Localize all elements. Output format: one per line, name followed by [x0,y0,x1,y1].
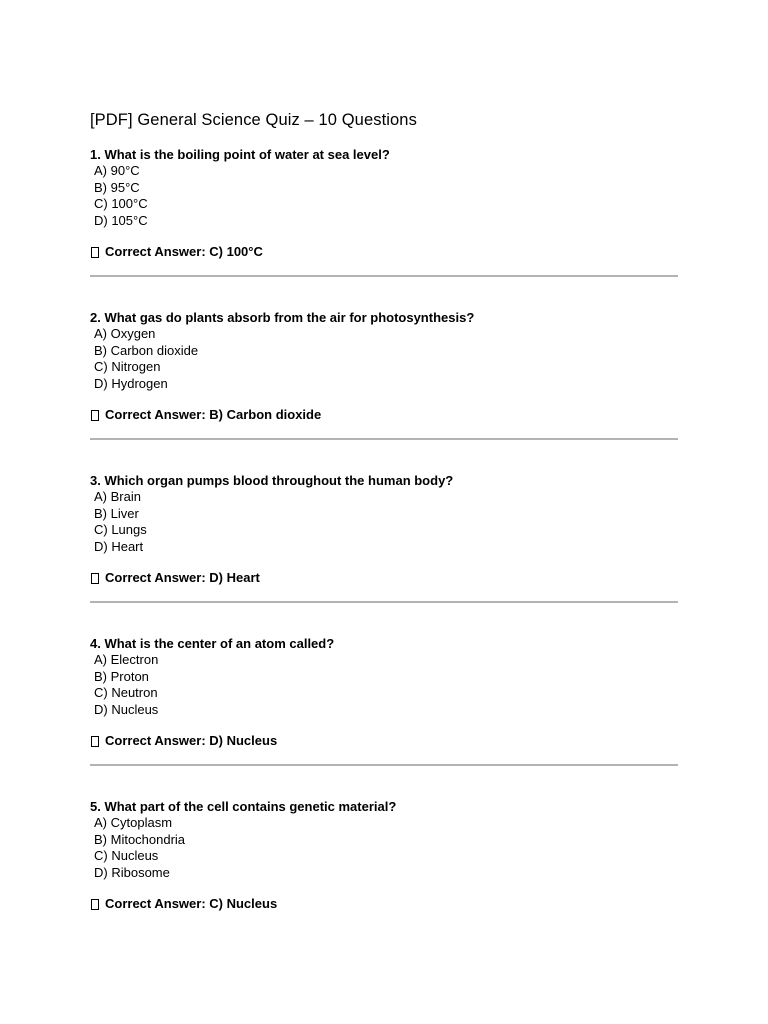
document-page [90,109,678,912]
correct-answer-text: Correct Answer: B) Carbon dioxide [105,407,322,422]
option-a: A) Brain [94,489,141,504]
option-list [90,489,678,555]
option-a: A) Cytoplasm [94,815,173,830]
option-d: D) Heart [94,538,144,554]
option-d: D) Hydrogen [94,375,168,391]
question-text: 1. What is the boiling point of water at sea level? [90,147,390,162]
option-b: B) Mitochondria [94,831,186,847]
option-a: A) Oxygen [94,326,156,341]
option-list [90,326,678,392]
question-block-1 [90,147,678,260]
option-d: D) 105°C [94,212,148,228]
option-list [90,163,678,229]
option-c: C) Lungs [94,522,147,537]
question-block-5 [90,799,678,912]
correct-answer-text: Correct Answer: D) Heart [105,570,260,585]
option-list [90,815,678,881]
correct-answer-text: Correct Answer: C) 100°C [105,244,263,259]
question-text: 3. Which organ pumps blood throughout the human body? [90,473,454,488]
option-c: C) Nitrogen [94,359,161,374]
correct-answer [90,570,678,586]
section-divider [90,438,678,440]
option-b: B) Proton [94,668,149,684]
option-b: B) Liver [94,505,139,521]
question-block-2 [90,310,678,423]
option-b: B) 95°C [94,179,140,195]
question-text: 5. What part of the cell contains genetic material? [90,799,397,814]
correct-answer [90,733,678,749]
missing-glyph-icon [91,899,99,910]
missing-glyph-icon [91,573,99,584]
question-block-4 [90,636,678,749]
document-title: [PDF] General Science Quiz – 10 Questions [90,111,417,129]
correct-answer-text: Correct Answer: C) Nucleus [105,896,278,911]
correct-answer [90,244,678,260]
question-block-3 [90,473,678,586]
option-d: D) Nucleus [94,701,159,717]
question-text: 4. What is the center of an atom called? [90,636,335,651]
section-divider [90,275,678,277]
missing-glyph-icon [91,410,99,421]
missing-glyph-icon [91,247,99,258]
section-divider [90,764,678,766]
correct-answer-text: Correct Answer: D) Nucleus [105,733,278,748]
option-c: C) Nucleus [94,848,159,863]
correct-answer [90,407,678,423]
section-divider [90,601,678,603]
option-a: A) Electron [94,652,159,667]
missing-glyph-icon [91,736,99,747]
option-d: D) Ribosome [94,864,170,880]
option-b: B) Carbon dioxide [94,342,199,358]
question-text: 2. What gas do plants absorb from the air for photosynthesis? [90,310,475,325]
option-list [90,652,678,718]
option-c: C) Neutron [94,685,158,700]
option-a: A) 90°C [94,163,140,178]
correct-answer [90,896,678,912]
option-c: C) 100°C [94,196,148,211]
